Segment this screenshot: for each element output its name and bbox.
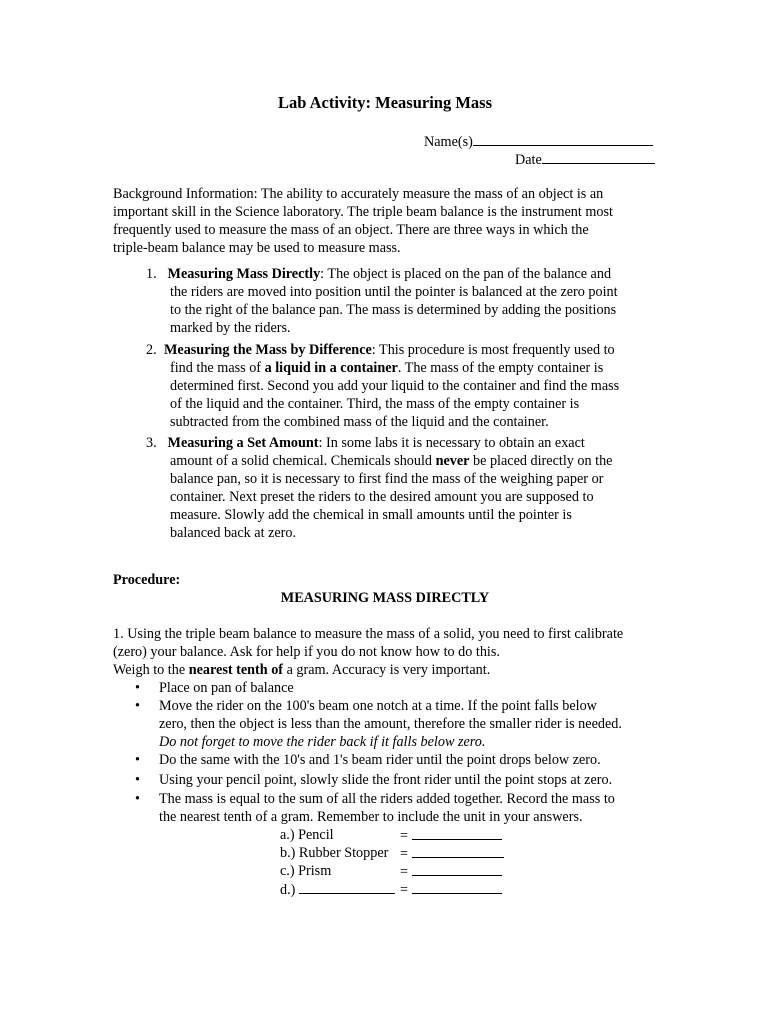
bullet-item: Do the same with the 10's and 1's beam rider until the point drops below zero. xyxy=(159,752,601,768)
bullet-icon: • xyxy=(135,772,140,788)
step-emphasis: nearest tenth of xyxy=(188,662,284,678)
method-text: : In some labs it is necessary to obtain an exact xyxy=(318,435,585,451)
method-text: : This procedure is most frequently used to xyxy=(371,342,615,358)
answer-field[interactable] xyxy=(400,880,502,899)
date-label: Date xyxy=(515,152,542,168)
background-line: Background Information: The ability to accurately measure the mass of an object is an xyxy=(113,186,604,202)
equals-sign: = xyxy=(400,846,409,862)
method-text: to the right of the balance pan. The mass is determined by adding the positions xyxy=(170,302,617,318)
method-text: amount of a solid chemical. Chemicals should xyxy=(170,453,436,469)
method-text: the riders are moved into position until the pointer is balanced at the zero point xyxy=(170,284,618,300)
bullet-icon: • xyxy=(135,680,140,696)
method-text: measure. Slowly add the chemical in small amounts until the pointer is xyxy=(170,507,572,523)
step-line: 1. Using the triple beam balance to measure the mass of a solid, you need to first calibrate xyxy=(113,626,624,642)
bullet-icon: • xyxy=(135,791,140,807)
background-line: triple-beam balance may be used to measure mass. xyxy=(113,240,401,256)
answer-blank[interactable] xyxy=(412,880,502,894)
bullet-item: Place on pan of balance xyxy=(159,680,294,696)
method-text: balanced back at zero. xyxy=(170,525,297,541)
answer-row xyxy=(280,844,388,862)
equals-sign: = xyxy=(400,864,409,880)
bullet-icon: • xyxy=(135,698,140,714)
background-line: frequently used to measure the mass of an object. There are three ways in which the xyxy=(113,222,589,238)
answer-label: d.) xyxy=(280,882,296,898)
date-field[interactable] xyxy=(515,150,655,169)
method-number: 3. xyxy=(146,435,157,451)
method-1 xyxy=(146,265,618,337)
method-emphasis: never xyxy=(435,453,470,469)
answer-field[interactable] xyxy=(400,844,504,863)
answer-label: a.) Pencil xyxy=(280,827,334,843)
method-number: 2. xyxy=(146,342,157,358)
background-paragraph xyxy=(113,185,613,257)
method-text: determined first. Second you add your liquid to the container and find the mass xyxy=(170,378,620,394)
method-3 xyxy=(146,434,612,542)
method-heading: Measuring a Set Amount xyxy=(167,435,319,451)
answer-blank[interactable] xyxy=(412,862,502,876)
method-heading: Measuring Mass Directly xyxy=(167,266,321,282)
name-field[interactable] xyxy=(424,132,653,151)
date-blank[interactable] xyxy=(542,150,655,164)
method-text: of the liquid and the container. Third, the mass of the empty container is xyxy=(170,396,580,412)
answer-label: c.) Prism xyxy=(280,863,332,879)
method-text: be placed directly on the xyxy=(469,453,613,469)
procedure-step xyxy=(113,625,623,679)
method-text: subtracted from the combined mass of the liquid and the container. xyxy=(170,414,549,430)
method-text: . The mass of the empty container is xyxy=(397,360,604,376)
answer-label: b.) Rubber Stopper xyxy=(280,845,389,861)
name-blank[interactable] xyxy=(473,132,653,146)
method-heading: Measuring the Mass by Difference xyxy=(164,342,372,358)
method-number: 1. xyxy=(146,266,157,282)
bullet-line: The mass is equal to the sum of all the riders added together. Record the mass to xyxy=(159,791,615,807)
method-text: : The object is placed on the pan of the balance and xyxy=(320,266,612,282)
answer-field[interactable] xyxy=(400,826,502,845)
page-title: Lab Activity: Measuring Mass xyxy=(277,93,493,112)
method-2 xyxy=(146,341,619,431)
item-blank[interactable] xyxy=(299,880,395,894)
step-line: Weigh to the xyxy=(113,662,189,678)
method-text: marked by the riders. xyxy=(170,320,291,336)
name-label: Name(s) xyxy=(424,134,473,150)
step-line: a gram. Accuracy is very important. xyxy=(283,662,491,678)
bullet-line: the nearest tenth of a gram. Remember to include the unit in your answers. xyxy=(159,809,583,825)
background-line: important skill in the Science laboratory. The triple beam balance is the instrument most xyxy=(113,204,613,220)
equals-sign: = xyxy=(400,828,409,844)
bullet-item xyxy=(159,790,615,826)
step-line: (zero) your balance. Ask for help if you do not know how to do this. xyxy=(113,644,500,660)
answer-blank[interactable] xyxy=(412,826,502,840)
section-title: MEASURING MASS DIRECTLY xyxy=(280,590,490,606)
method-emphasis: a liquid in a container xyxy=(264,360,398,376)
equals-sign: = xyxy=(400,882,409,898)
answer-row xyxy=(280,880,395,899)
bullet-note: Do not forget to move the rider back if it falls below zero. xyxy=(159,734,486,750)
method-text: balance pan, so it is necessary to first find the mass of the weighing paper or xyxy=(170,471,604,487)
answer-field[interactable] xyxy=(400,862,502,881)
bullet-line: Move the rider on the 100's beam one notch at a time. If the point falls below xyxy=(159,698,597,714)
bullet-icon: • xyxy=(135,752,140,768)
procedure-label: Procedure: xyxy=(113,572,181,588)
answer-blank[interactable] xyxy=(412,844,504,858)
bullet-item xyxy=(159,697,622,751)
method-text: find the mass of xyxy=(170,360,265,376)
bullet-item: Using your pencil point, slowly slide the front rider until the point stops at zero. xyxy=(159,772,613,788)
method-text: container. Next preset the riders to the desired amount you are supposed to xyxy=(170,489,594,505)
bullet-line: zero, then the object is less than the amount, therefore the smaller rider is needed. xyxy=(159,716,622,732)
answer-row xyxy=(280,826,334,844)
answer-row xyxy=(280,862,331,880)
